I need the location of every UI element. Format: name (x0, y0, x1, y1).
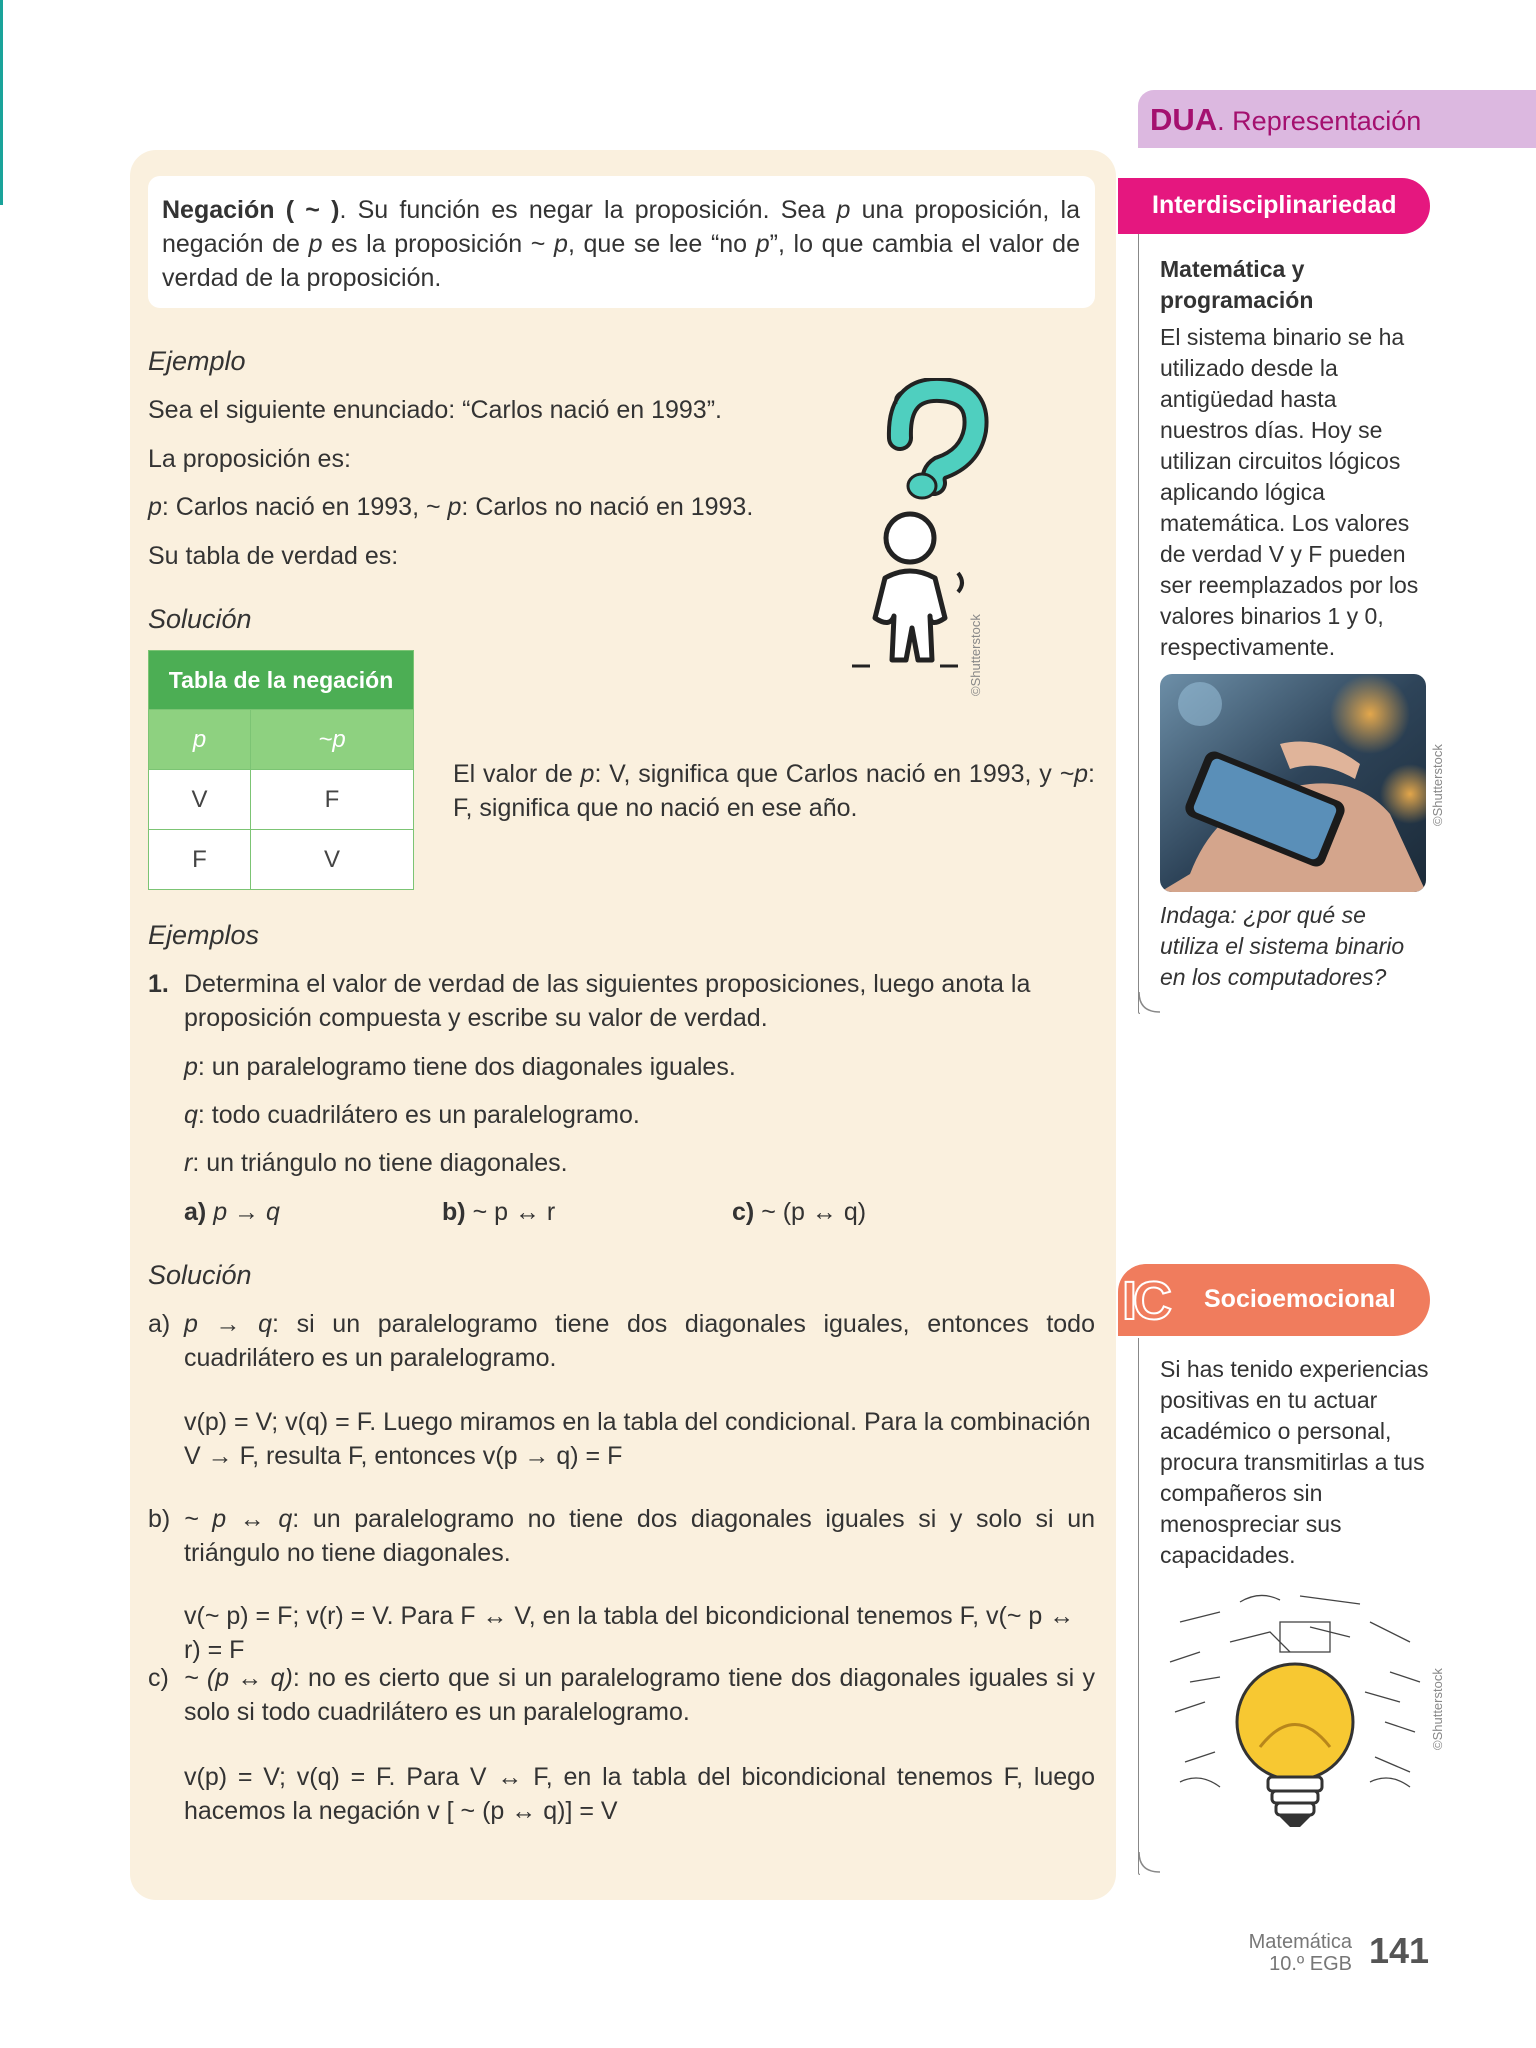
option-b: b) ~ p ↔ r (442, 1198, 556, 1226)
interdisciplinary-title: Matemática y programación (1160, 256, 1314, 313)
image-credit: ©Shutterstock (1430, 744, 1445, 826)
socioemotional-tab: IC Socioemocional (1118, 1264, 1430, 1336)
card-corner (1138, 992, 1178, 1014)
example-heading: Ejemplo (148, 346, 246, 376)
image-credit: ©Shutterstock (1430, 1668, 1445, 1750)
dua-header: DUA. Representación (1138, 90, 1536, 148)
page-edge-stripe (0, 0, 3, 205)
footer-grade: 10.º EGB (1269, 1953, 1352, 1975)
phone-photo (1160, 674, 1426, 892)
solution-detail-b: v(~ p) = F; v(r) = V. Para F ↔ V, en la tabla del bicondicional tenemos F, v(~ p ↔ r) = F (184, 1602, 1075, 1664)
prop-p: p: un paralelogramo tiene dos diagonales iguales. (184, 1053, 736, 1081)
solution-text-b: ~ p ↔ q: un paralelogramo no tiene dos diagonales iguales si y solo si un triángulo no tiene diagonales. (184, 1505, 1095, 1567)
card-corner (1138, 1852, 1178, 1874)
image-credit: ©Shutterstock (968, 614, 983, 696)
table-cell: V (251, 830, 414, 890)
footer-subject: Matemática (1248, 1931, 1352, 1953)
examples-heading: Ejemplos (148, 920, 260, 950)
negation-truth-table (148, 650, 414, 890)
lightbulb-formulas-illustration (1160, 1582, 1430, 1842)
solution-text-a: p → q: si un paralelogramo tiene dos diagonales iguales, entonces todo cuadrilátero es un paralelogramo. (184, 1310, 1095, 1372)
definition-text: Negación ( ~ ). Su función es negar la proposición. Sea p una proposición, la negación de p es la proposición ~ p, que se lee “no p”, lo que cambia el valor de verdad de la proposición. (162, 196, 1080, 292)
solution-detail-c: v(p) = V; v(q) = F. Para V ↔ F, en la tabla del bicondicional tenemos F, luego hacemos la negación v [ ~ (p ↔ q)] = V (184, 1763, 1095, 1825)
table-cell: F (251, 770, 414, 830)
solution-text-c: ~ (p ↔ q): no es cierto que si un paralelogramo tiene dos diagonales iguales si y solo si todo cuadrilátero es un paralelogramo. (184, 1664, 1095, 1726)
table-header-p: p (149, 710, 251, 770)
example-statement: Sea el siguiente enunciado: “Carlos nació en 1993”. (148, 396, 722, 424)
solution-label-b: b) (148, 1505, 171, 1533)
item-number: 1. (148, 970, 169, 998)
prop-q: q: todo cuadrilátero es un paralelogramo. (184, 1101, 640, 1129)
prop-r: r: un triángulo no tiene diagonales. (184, 1149, 568, 1177)
definition-box (148, 176, 1095, 308)
interdisciplinary-body: El sistema binario se ha utilizado desde la antigüedad hasta nuestros días. Hoy se utilizan circuitos lógicos aplicando lógica matemática. Los valores de verdad V y F pueden ser reemplazados por los valores binarios 1 y 0, respectivamente. (1160, 324, 1419, 660)
solution-detail-a: v(p) = V; v(q) = F. Luego miramos en la tabla del condicional. Para la combinación V → F, resulta F, entonces v(p → q) = F (184, 1408, 1091, 1470)
examples-instruction: Determina el valor de verdad de las siguientes proposiciones, luego anota la proposición compuesta y escribe su valor de verdad. (184, 970, 1031, 1032)
table-cell: F (149, 830, 251, 890)
page-number: 141 (1369, 1930, 1430, 1971)
solution-label-c: c) (148, 1664, 169, 1692)
table-explanation: El valor de p: V, significa que Carlos nació en 1993, y ~p: F, significa que no nació en ese año. (453, 760, 1095, 822)
socioemotional-card-border (1138, 1338, 1140, 1875)
ic-logo: IC (1122, 1271, 1168, 1331)
table-header-np: ~p (251, 710, 414, 770)
table-cell: V (149, 770, 251, 830)
solution-label-a: a) (148, 1310, 171, 1338)
interdisciplinary-card-border (1138, 205, 1140, 1014)
interdisciplinary-tab: Interdisciplinariedad (1118, 178, 1430, 234)
option-a: a) p → q (184, 1198, 280, 1226)
socioemotional-body: Si has tenido experiencias positivas en tu actuar académico o personal, procura transmitirlas a tus compañeros sin menospreciar sus capacidades. (1160, 1356, 1429, 1568)
solution-heading-1: Solución (148, 604, 252, 634)
table-title: Tabla de la negación (149, 651, 414, 710)
option-c: c) ~ (p ↔ q) (732, 1198, 867, 1226)
proposition-line: p: Carlos nació en 1993, ~ p: Carlos no nació en 1993. (148, 493, 754, 521)
interdisciplinary-question: Indaga: ¿por qué se utiliza el sistema binario en los computadores? (1160, 902, 1405, 990)
solution-heading-2: Solución (148, 1260, 252, 1290)
proposition-intro: La proposición es: (148, 445, 351, 473)
table-intro: Su tabla de verdad es: (148, 542, 399, 570)
